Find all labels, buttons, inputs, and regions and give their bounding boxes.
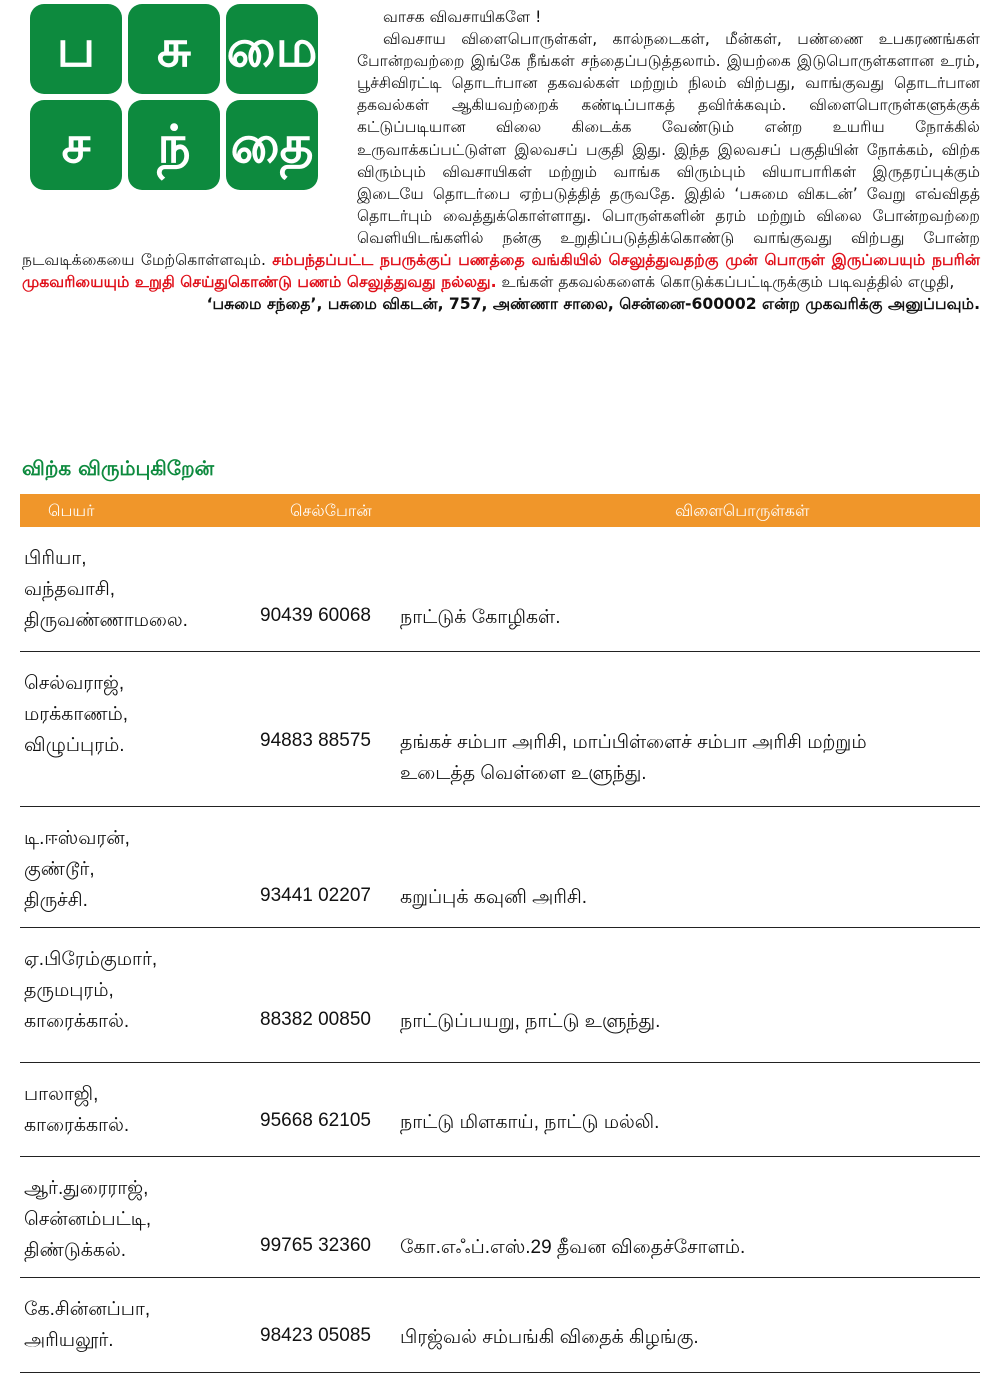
- intro-body: விவசாய விளைபொருள்கள், கால்நடைகள், மீன்கள், பண்ணை உபகரணங்கள் போன்றவற்றை இங்கே நீங்கள் சந்தைப்படுத்தலாம். இயற்கை இடுபொருள்களான உரம், பூச்சிவிரட்டி தொடர்பான தகவல்கள் மற்றும் நிலம் விற்பது, வாங்குவது தொடர்பான தகவல்கள் ஆகியவற்றைக் கண்டிப்பாகத் தவிர்க்கவும். விளைபொருள்களுக்குக் கட்டுப்படியான விலை கிடைக்க வேண்டும் என்ற உயரிய நோக்கில் உருவாக்கப்பட்டுள்ள இலவசப் பகுதி இது. இந்த இலவசப் பகுதியின் நோக்கம், விற்க விரும்பும் விவசாயிகள் மற்றும் வாங்க விரும்பும் வியாபாரிகள் இருதரப்புக்கும் இடையே தொடர்பை ஏற்படுத்தித் தருவதே. இதில் ‘பசுமை விகடன்’ வேறு எவ்விதத் தொடர்பும் வைத்துக்கொள்ளாது. பொருள்களின் தரம் மற்றும் விலை போன்றவற்றை வெளியிடங்களில் நன்கு உறுதிப்படுத்திக்கொண்டு வாங்குவது விற்பது போன்ற நடவடிக்கையை மேற்கொள்ளவும்.: [22, 30, 980, 270]
- seller-name: [24, 1079, 129, 1141]
- name-line: காரைக்கால்.: [24, 1011, 130, 1032]
- seller-product: கறுப்புக் கவுனி அரிசி.: [400, 887, 588, 908]
- name-line: குண்டூர்,: [24, 859, 95, 880]
- table-header: [20, 494, 980, 527]
- seller-phone[interactable]: 90439 60068: [260, 605, 371, 626]
- table-row: [20, 1278, 980, 1373]
- seller-table: [20, 527, 980, 1373]
- table-row: [20, 1063, 980, 1157]
- name-line: தருமபுரம்,: [24, 980, 114, 1001]
- section-title: விற்க விரும்புகிறேன்: [22, 456, 214, 480]
- seller-phone[interactable]: 88382 00850: [260, 1009, 371, 1030]
- intro-body-after: உங்கள் தகவல்களைக் கொடுக்கப்பட்டிருக்கும் படிவத்தில் எழுதி,: [501, 273, 955, 292]
- name-line: மரக்காணம்,: [24, 704, 129, 725]
- seller-name: [24, 668, 128, 761]
- seller-product: நாட்டுப்பயறு, நாட்டு உளுந்து.: [400, 1011, 661, 1032]
- name-line: ஆர்.துரைராஜ்,: [24, 1178, 149, 1199]
- logo-tile: சு: [128, 4, 220, 94]
- greeting: வாசக விவசாயிகளே !: [383, 8, 542, 26]
- logo-tile: ப: [30, 4, 122, 94]
- logo-tile: தை: [226, 100, 318, 190]
- seller-product: தங்கச் சம்பா அரிசி, மாப்பிள்ளைச் சம்பா அரிசி மற்றும் உடைத்த வெள்ளை உளுந்து.: [400, 732, 867, 784]
- seller-phone[interactable]: 95668 62105: [260, 1110, 371, 1131]
- header-name: பெயர்: [48, 501, 95, 520]
- header-product: விளைபொருள்கள்: [675, 501, 810, 520]
- logo-tile: மை: [226, 4, 318, 94]
- name-line: பாலாஜி,: [24, 1084, 99, 1105]
- table-row: [20, 652, 980, 807]
- seller-name: [24, 944, 157, 1037]
- name-line: காரைக்கால்.: [24, 1115, 130, 1136]
- table-row: [20, 807, 980, 928]
- postal-address: ‘பசுமை சந்தை’, பசுமை விகடன், 757, அண்ணா சாலை, சென்னை-600002 என்ற முகவரிக்கு அனுப்பவும்.: [206, 295, 980, 314]
- seller-product: கோ.எஃப்.எஸ்.29 தீவன விதைச்சோளம்.: [400, 1237, 746, 1258]
- header-phone: செல்போன்: [290, 501, 372, 520]
- intro-warning: சம்பந்தப்பட்ட நபருக்குப் பணத்தை வங்கியில் செலுத்துவதற்கு முன் பொருள் இருப்பையும் நபரின் முகவரியையும் உறுதி செய்துகொண்டு பணம் செலுத்துவது நல்லது.: [22, 251, 980, 292]
- seller-name: [24, 823, 130, 916]
- seller-phone[interactable]: 98423 05085: [260, 1325, 371, 1346]
- seller-product: பிரஜ்வல் சம்பங்கி விதைக் கிழங்கு.: [400, 1327, 699, 1348]
- name-line: ஏ.பிரேம்குமார்,: [24, 949, 158, 970]
- name-line: திருவண்ணாமலை.: [24, 610, 188, 631]
- seller-phone[interactable]: 94883 88575: [260, 730, 371, 751]
- name-line: திருச்சி.: [24, 890, 88, 911]
- name-line: கே.சின்னப்பா,: [24, 1299, 151, 1320]
- table-row: [20, 1157, 980, 1278]
- logo-tile: ச: [30, 100, 122, 190]
- seller-phone[interactable]: 99765 32360: [260, 1235, 371, 1256]
- name-line: பிரியா,: [24, 548, 87, 569]
- seller-name: [24, 543, 188, 636]
- seller-name: [24, 1173, 151, 1266]
- table-row: [20, 527, 980, 652]
- seller-name: [24, 1294, 150, 1356]
- seller-product: நாட்டு மிளகாய், நாட்டு மல்லி.: [400, 1112, 660, 1133]
- name-line: அரியலூர்.: [24, 1330, 114, 1351]
- name-line: விழுப்புரம்.: [24, 735, 125, 756]
- name-line: சென்னம்பட்டி,: [24, 1209, 152, 1230]
- name-line: திண்டுக்கல்.: [24, 1240, 127, 1261]
- table-row: [20, 928, 980, 1063]
- intro-text: [22, 6, 980, 315]
- logo-spacer: [22, 6, 357, 236]
- name-line: டி.ஈஸ்வரன்,: [24, 828, 130, 849]
- logo-tile: ந்: [128, 100, 220, 190]
- name-line: வந்தவாசி,: [24, 579, 116, 600]
- name-line: செல்வராஜ்,: [24, 673, 125, 694]
- seller-product: நாட்டுக் கோழிகள்.: [400, 607, 561, 628]
- seller-phone[interactable]: 93441 02207: [260, 885, 371, 906]
